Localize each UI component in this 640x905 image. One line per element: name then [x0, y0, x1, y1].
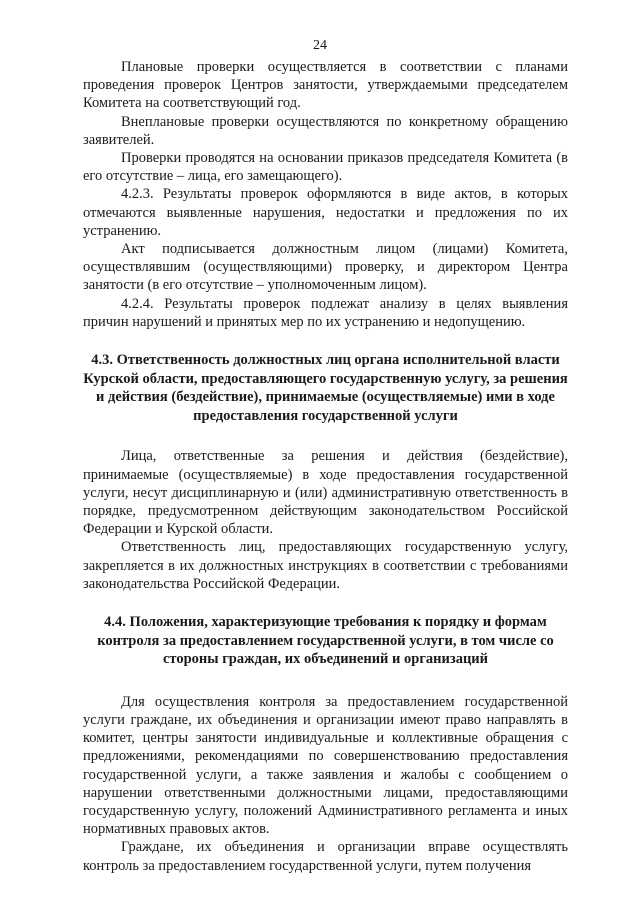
- heading-spacer: [83, 669, 568, 693]
- paragraph-4-2-3: 4.2.3. Результаты проверок оформляются в виде актов, в которых отмечаются выявленные нарушения, недостатки и предложения по их устранению.: [83, 186, 568, 239]
- section-spacer: [83, 593, 568, 613]
- paragraph-responsibility-instructions: Ответственность лиц, предоставляющих государственную услугу, закрепляется в их должностных инструкциях в соответствии с требованиями законодательства Российской Федерации.: [83, 539, 568, 592]
- paragraph-responsible-persons: Лица, ответственные за решения и действия (бездействие), принимаемые (осуществляемые) в ходе предоставления государственной услуги, несут дисциплинарную и (или) административную ответственность в порядке, предусмотренном действующим законодательством Российской Федерации и Курской области.: [83, 448, 568, 538]
- paragraph-inspection-orders: Проверки проводятся на основании приказов председателя Комитета (в его отсутствие – лица, его замещающего).: [83, 150, 568, 185]
- paragraph-citizen-control-rights: Для осуществления контроля за предоставлением государственной услуги граждане, их объединения и организации имеют право направлять в комитет, центры занятости индивидуальные и коллективные обращения с предложениями, рекомендациями по совершенствованию предоставления государственной услуги, а также заявления и жалобы с сообщением о нарушении ответственными должностными лицами, предоставляющими государственную услугу, положений Административного регламента и иных нормативных правовых актов.: [83, 693, 568, 838]
- paragraph-scheduled-inspections: Плановые проверки осуществляется в соответствии с планами проведения проверок Центров занятости, утверждаемыми председателем Комитета на соответствующий год.: [83, 59, 568, 112]
- paragraph-act-signing: Акт подписывается должностным лицом (лицами) Комитета, осуществлявшим (осуществляющими) проверку, и директором Центра занятости (в его отсутствие – уполномоченным лицом).: [83, 241, 568, 294]
- paragraph-citizen-control-methods: Граждане, их объединения и организации вправе осуществлять контроль за предоставлением государственной услуги, путем получения: [83, 839, 568, 874]
- page-content: [83, 58, 568, 875]
- page-number: 24: [313, 38, 327, 53]
- section-heading-4-4: 4.4. Положения, характеризующие требования к порядку и формам контроля за предоставлением государственной услуги, в том числе со стороны граждан, их объединений и организаций: [97, 614, 554, 668]
- paragraph-4-2-4: 4.2.4. Результаты проверок подлежат анализу в целях выявления причин нарушений и принятых мер по их устранению и недопущению.: [83, 295, 568, 330]
- section-spacer: [83, 331, 568, 351]
- section-heading-4-3: 4.3. Ответственность должностных лиц органа исполнительной власти Курской области, предоставляющего государственную услугу, за решения и действия (бездействие), принимаемые (осуществляемые) ими в ходе предоставления государственной услуги: [83, 352, 568, 424]
- paragraph-unscheduled-inspections: Внеплановые проверки осуществляются по конкретному обращению заявителей.: [83, 113, 568, 148]
- heading-spacer: [83, 425, 568, 447]
